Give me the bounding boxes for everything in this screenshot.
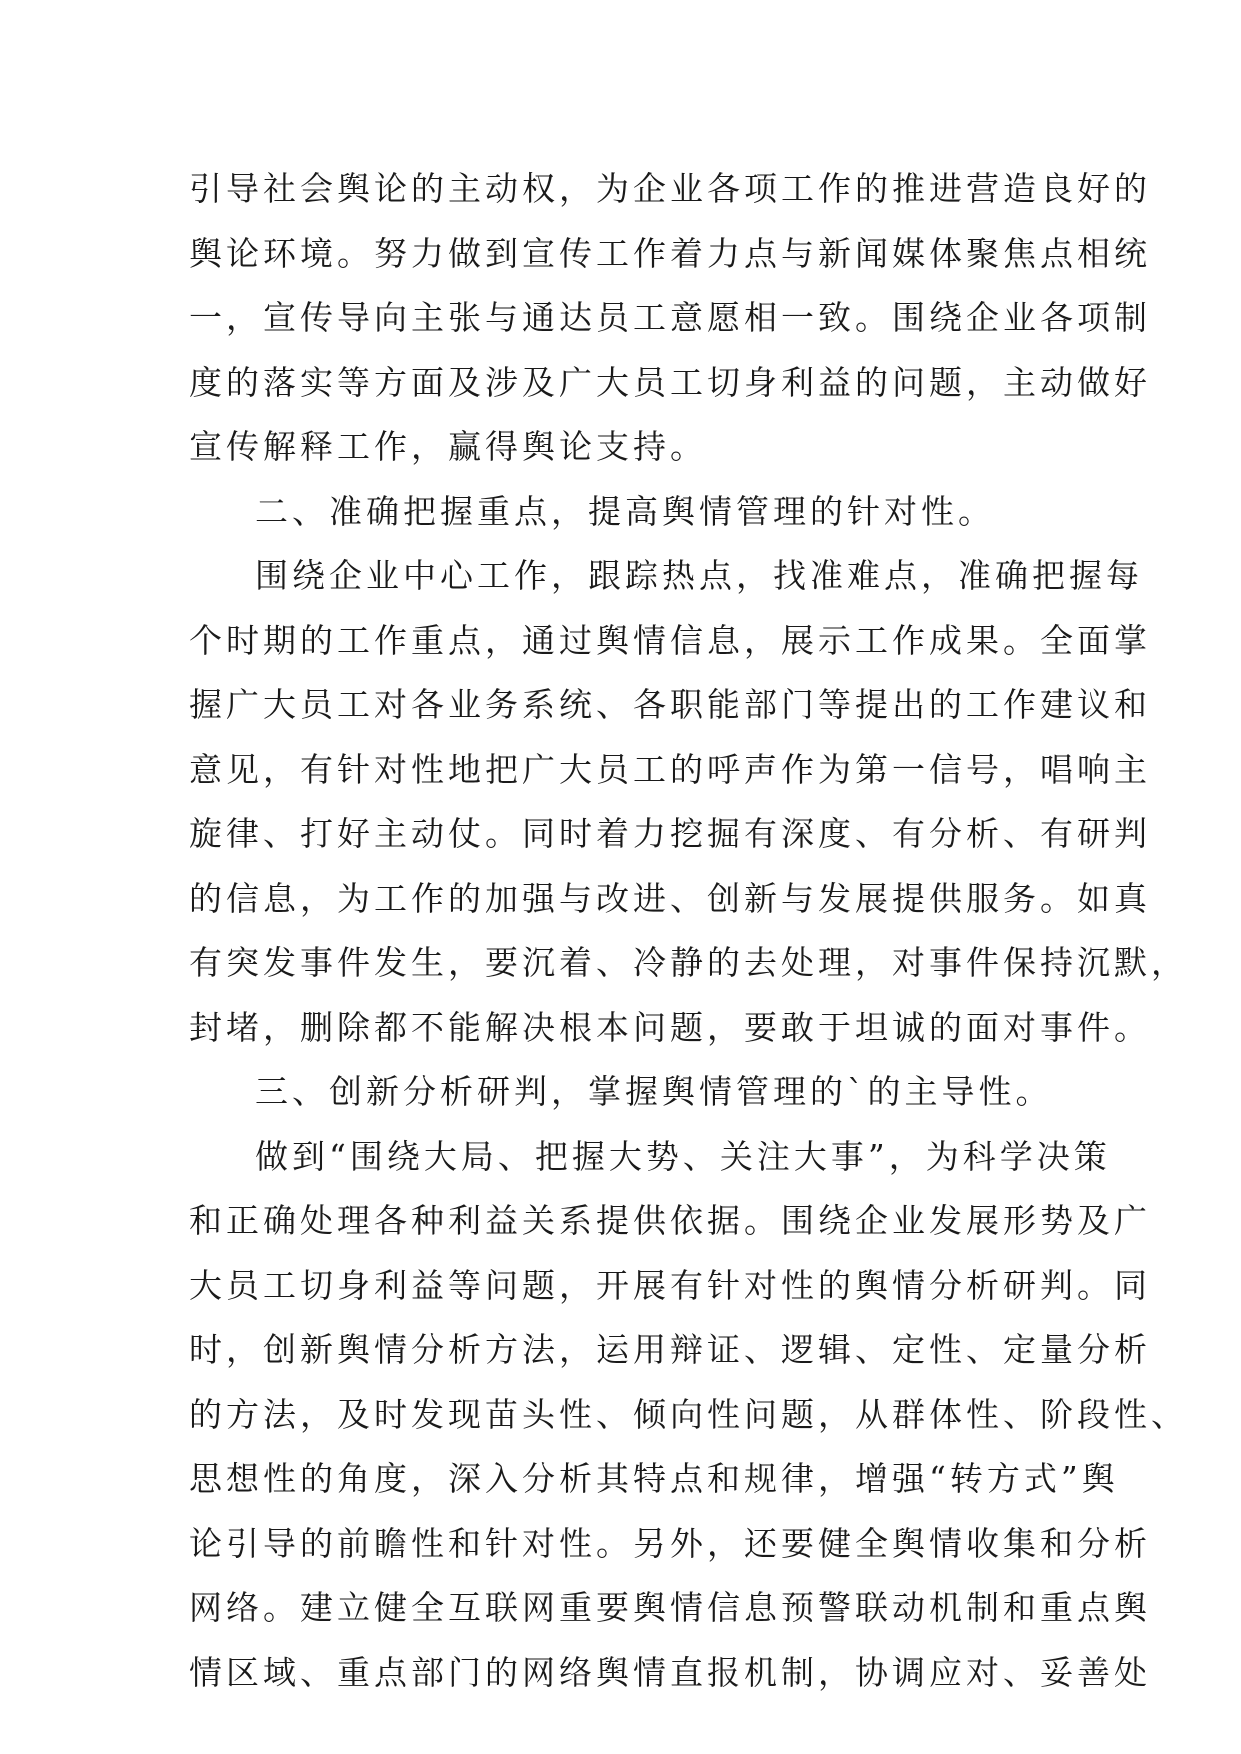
- paragraph-line: 一，宣传导向主张与通达员工意愿相一致。围绕企业各项制: [189, 298, 1151, 337]
- paragraph-line: 宣传解释工作，赢得舆论支持。: [189, 427, 707, 466]
- paragraph-line: 和正确处理各种利益关系提供依据。围绕企业发展形势及广: [189, 1201, 1151, 1240]
- paragraph-line: 引导社会舆论的主动权，为企业各项工作的推进营造良好的: [189, 169, 1151, 208]
- paragraph-line: 有突发事件发生，要沉着、冷静的去处理，对事件保持沉默，: [189, 943, 1188, 982]
- paragraph-line: 个时期的工作重点，通过舆情信息，展示工作成果。全面掌: [189, 620, 1151, 660]
- paragraph-line: 的方法，及时发现苗头性、倾向性问题，从群体性、阶段性、: [189, 1394, 1188, 1434]
- paragraph-line: 的信息，为工作的加强与改进、创新与发展提供服务。如真: [189, 878, 1151, 918]
- paragraph-line: 思想性的角度，深入分析其特点和规律，增强“转方式”舆: [189, 1459, 1119, 1498]
- document-body: [189, 157, 1188, 1705]
- paragraph-line: 时，创新舆情分析方法，运用辩证、逻辑、定性、定量分析: [189, 1330, 1151, 1369]
- paragraph-line: 情区域、重点部门的网络舆情直报机制，协调应对、妥善处: [189, 1652, 1151, 1692]
- section-heading-2: 二、准确把握重点，提高舆情管理的针对性。: [255, 491, 995, 531]
- paragraph-line: 意见，有针对性地把广大员工的呼声作为第一信号，唱响主: [189, 749, 1151, 789]
- paragraph-line: 度的落实等方面及涉及广大员工切身利益的问题，主动做好: [189, 362, 1151, 402]
- paragraph-line: 舆论环境。努力做到宣传工作着力点与新闻媒体聚焦点相统: [189, 233, 1151, 273]
- paragraph-line: 握广大员工对各业务系统、各职能部门等提出的工作建议和: [189, 685, 1151, 724]
- paragraph-line: 网络。建立健全互联网重要舆情信息预警联动机制和重点舆: [189, 1588, 1151, 1627]
- section-heading-3: 三、创新分析研判，掌握舆情管理的`的主导性。: [255, 1072, 1053, 1111]
- paragraph-line: 围绕企业中心工作，跟踪热点，找准难点，准确把握每: [255, 556, 1143, 595]
- paragraph-line: 封堵，删除都不能解决根本问题，要敢于坦诚的面对事件。: [189, 1007, 1151, 1047]
- paragraph-line: 旋律、打好主动仗。同时着力挖掘有深度、有分析、有研判: [189, 814, 1151, 853]
- paragraph-line: 论引导的前瞻性和针对性。另外，还要健全舆情收集和分析: [189, 1523, 1151, 1563]
- paragraph-line: 做到“围绕大局、把握大势、关注大事”，为科学决策: [255, 1136, 1111, 1176]
- paragraph-line: 大员工切身利益等问题，开展有针对性的舆情分析研判。同: [189, 1265, 1151, 1305]
